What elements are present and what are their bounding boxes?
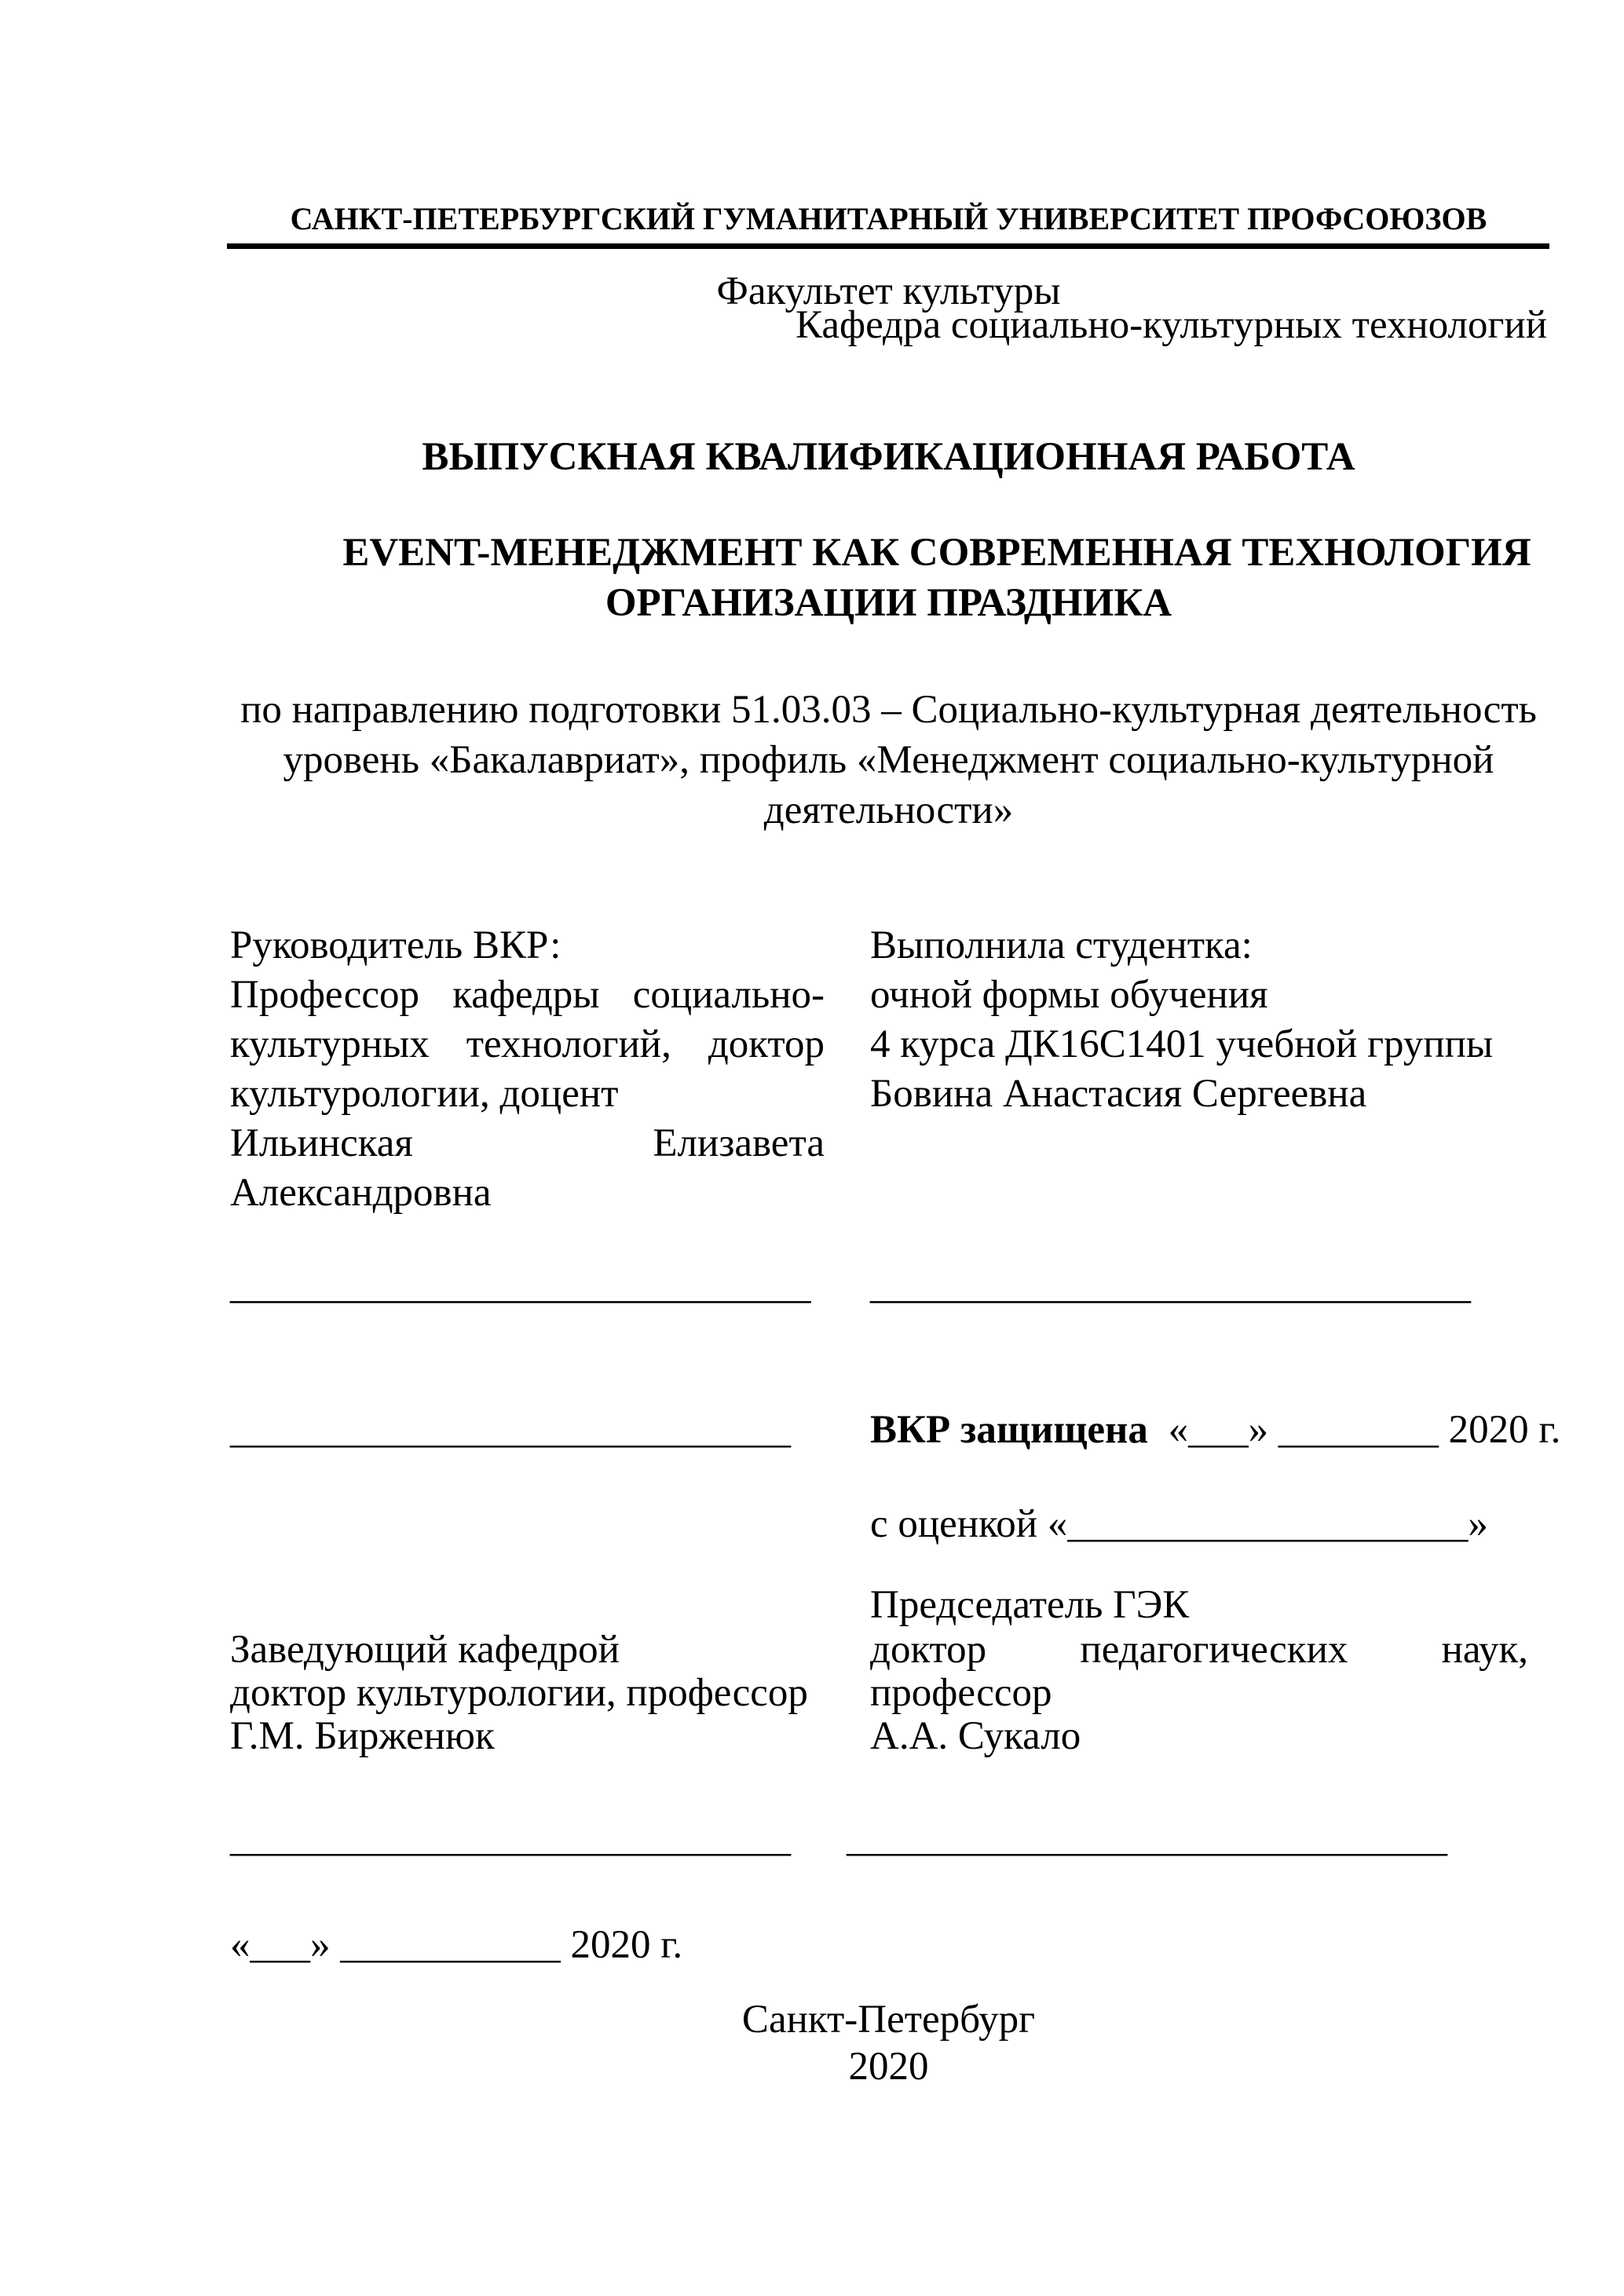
gek-chairman-signature-line: ______________________________ — [847, 1816, 1447, 1860]
student-label: Выполнила студентка: — [870, 923, 1253, 967]
student-line: Бовина Анастасия Сергеевна — [870, 1072, 1367, 1116]
year: 2020 — [848, 2045, 929, 2089]
defense-row — [230, 1408, 1561, 1452]
department-line: Кафедра социально-культурных технологий — [796, 303, 1547, 347]
defense-grade-line: с оценкой «____________________» — [870, 1502, 1488, 1546]
work-type-heading: ВЫПУСКНАЯ КВАЛИФИКАЦИОННАЯ РАБОТА — [422, 435, 1355, 479]
gek-chairman-line: доктор педагогических наук, — [870, 1628, 1528, 1672]
program-block — [230, 685, 1547, 835]
program-line-2: уровень «Бакалавриат», профиль «Менеджмент социально-культурной — [283, 738, 1494, 782]
gek-chairman-label: Председатель ГЭК — [870, 1583, 1190, 1627]
gek-chairman-line: А.А. Сукало — [870, 1714, 1081, 1758]
department-head-signature-line: ____________________________ — [230, 1816, 791, 1860]
department-head-line: Заведующий кафедрой — [230, 1628, 620, 1672]
supervisor-line: культурных технологий, доктор — [230, 1022, 825, 1066]
program-line-1: по направлению подготовки 51.03.03 – Социально-культурная деятельность — [240, 688, 1537, 732]
officials-columns — [230, 1629, 1547, 1758]
city-year-block — [230, 1996, 1547, 2090]
student-column — [870, 921, 1528, 1218]
supervisor-column — [230, 921, 825, 1218]
student-line: очной формы обучения — [870, 973, 1268, 1017]
signature-row-2 — [230, 1816, 1547, 1860]
defense-defended-line — [870, 1410, 1560, 1450]
gek-chairman-column — [870, 1629, 1528, 1758]
signature-row-1 — [230, 1263, 1547, 1307]
supervisor-line: Ильинская Елизавета — [230, 1121, 825, 1165]
supervisor-signature-line: _____________________________ — [230, 1263, 811, 1307]
defense-defended-label: ВКР защищена — [870, 1408, 1148, 1452]
program-line-3: деятельности» — [763, 788, 1014, 832]
student-line: 4 курса ДК16С1401 учебной группы — [870, 1022, 1494, 1066]
thesis-title-line-2: ОРГАНИЗАЦИИ ПРАЗДНИКА — [605, 581, 1172, 625]
people-columns — [230, 921, 1547, 1218]
department-head-line: Г.М. Бирженюк — [230, 1714, 495, 1758]
city: Санкт-Петербург — [741, 1998, 1036, 2042]
supervisor-line: Профессор кафедры социально- — [230, 973, 825, 1017]
supervisor-line: культурологии, доцент — [230, 1072, 619, 1116]
supervisor-label: Руководитель ВКР: — [230, 923, 561, 967]
gek-chairman-line: профессор — [870, 1671, 1052, 1715]
supervisor-line: Александровна — [230, 1171, 492, 1215]
date-blank-line: «___» ___________ 2020 г. — [230, 1923, 683, 1967]
student-signature-line: ______________________________ — [870, 1263, 1471, 1307]
department-head-line: доктор культурологии, профессор — [230, 1671, 808, 1715]
department-head-column — [230, 1629, 825, 1758]
thesis-title-line-1: EVENT-МЕНЕДЖМЕНТ КАК СОВРЕМЕННАЯ ТЕХНОЛОГИЯ — [342, 531, 1531, 575]
header-divider-rule — [227, 243, 1549, 249]
faculty-line: Факультет культуры — [716, 269, 1061, 313]
university-name: САНКТ-ПЕТЕРБУРГСКИЙ ГУМАНИТАРНЫЙ УНИВЕРСИТЕТ ПРОФСОЮЗОВ — [290, 201, 1487, 236]
head-signature-line: ____________________________ — [230, 1408, 791, 1452]
defense-date-blank: «___» ________ 2020 г. — [1168, 1408, 1561, 1452]
